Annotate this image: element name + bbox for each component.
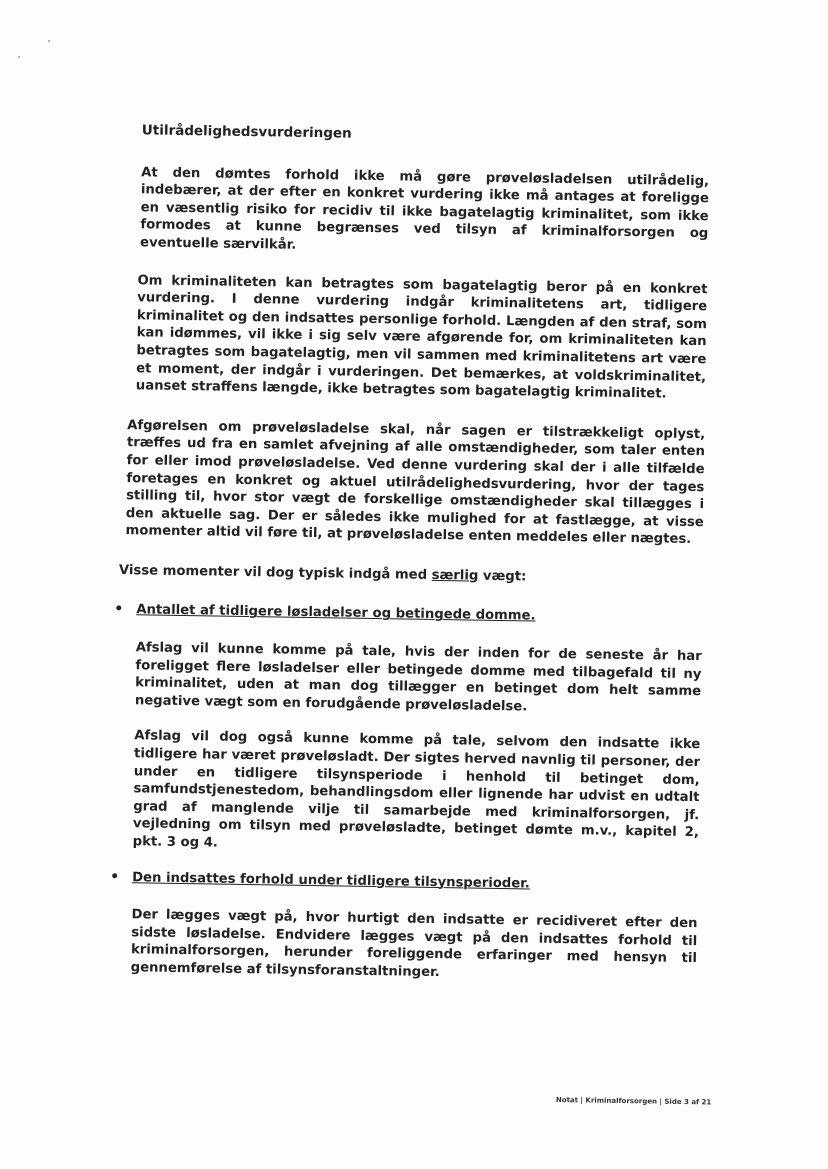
- paragraph: Afgørelsen om prøveløsladelse skal, når sagen er tilstrækkeligt oplyst, træffes ud fra en samlet afvejning af alle omstændigheder, som taler enten for eller imod prøveløsladelse. Ved denne vurdering skal der i alle tilfælde foretages en konkret og aktuel utilrådelighedsvurdering, hvor der tages stilling til, hvor stor vægt de forskellige omstændigheder skal tillægges i den aktuelle sag. Der er således ikke mulighed for at fastlægge, at visse momenter altid vil føre til, at prøveløsladelse enten meddeles eller nægtes.: [125, 417, 706, 548]
- scan-speck: [18, 56, 20, 58]
- scan-speck: [48, 40, 50, 42]
- document-body: [109, 122, 710, 986]
- bullet-title: Den indsattes forhold under tidligere tilsynsperioder.: [132, 869, 530, 892]
- bullet-paragraph: Afslag vil kunne komme på tale, hvis der inden for de seneste år har foreligget flere løsladelser eller betingede domme med tilbagefald til ny kriminalitet, uden at man dog tillægger en betinget dom helt samme negative vægt som en forudgående prøveløsladelse.: [134, 640, 702, 715]
- bullet-dot-icon: •: [114, 601, 124, 618]
- intro-text: Visse momenter vil dog typisk indgå med: [118, 562, 432, 583]
- paragraph: At den dømtes forhold ikke må gøre prøveløsladelsen utilrådelig, indebærer, at der efter en konkret vurdering ikke må antages at foreligge en væsentlig risiko for recidiv til ikke bagatelagtig kriminalitet, som ikke formodes at kunne begrænses ved tilsyn af kriminalforsorgen og eventuelle særvilkår.: [139, 164, 710, 253]
- intro-sentence: [119, 562, 703, 589]
- bullet-dot-icon: •: [110, 868, 120, 885]
- bullet-paragraph: Der lægges vægt på, hvor hurtigt den indsatte er recidiveret efter den sidste løsladelse. Endvidere lægges vægt på den indsattes forhold til kriminalforsorgen, herunder foreliggende erfaringer med hensyn til gennemførelse af tilsynsforanstaltninger.: [130, 907, 698, 981]
- page-footer: Notat | Kriminalforsorgen | Side 3 af 21: [555, 1096, 712, 1107]
- intro-text-end: vægt:: [478, 568, 527, 585]
- section-heading: Utilrådelighedsvurderingen: [141, 122, 352, 142]
- paragraph: Om kriminaliteten kan betragtes som bagatelagtig beror på en konkret vurdering. I denne vurdering indgår kriminalitetens art, tidligere kriminalitet og den indsattes personlige forhold. Længden af den straf, som kan idømmes, vil ikke i sig selv være afgørende for, om kriminaliteten kan betragtes som bagatelagtig, men vil sammen med kriminalitetens art være et moment, der indgår i vurderingen. Det bemærkes, at voldskriminalitet, uanset straffens længde, ikke betragtes som bagatelagtig kriminalitet.: [135, 272, 708, 402]
- intro-emphasis: særlig: [431, 567, 479, 584]
- bullet-item: [114, 601, 702, 628]
- bullet-item: [110, 869, 698, 896]
- bullet-title: Antallet af tidligere løsladelser og betingede domme.: [136, 602, 536, 625]
- bullet-paragraph: Afslag vil dog også kunne komme på tale, selvom den indsatte ikke tidligere har været prøveløsladt. Der sigtes herved navnlig til personer, der under en tidligere tilsynsperiode i henhold til betinget dom, samfundstjenestedom, behandlingsdom eller lignende har udvist en udtalt grad af manglende vilje til samarbejde med kriminalforsorgen, jf. vejledning om tilsyn med prøveløsladte, betinget dømte m.v., kapitel 2, pkt. 3 og 4.: [132, 728, 701, 851]
